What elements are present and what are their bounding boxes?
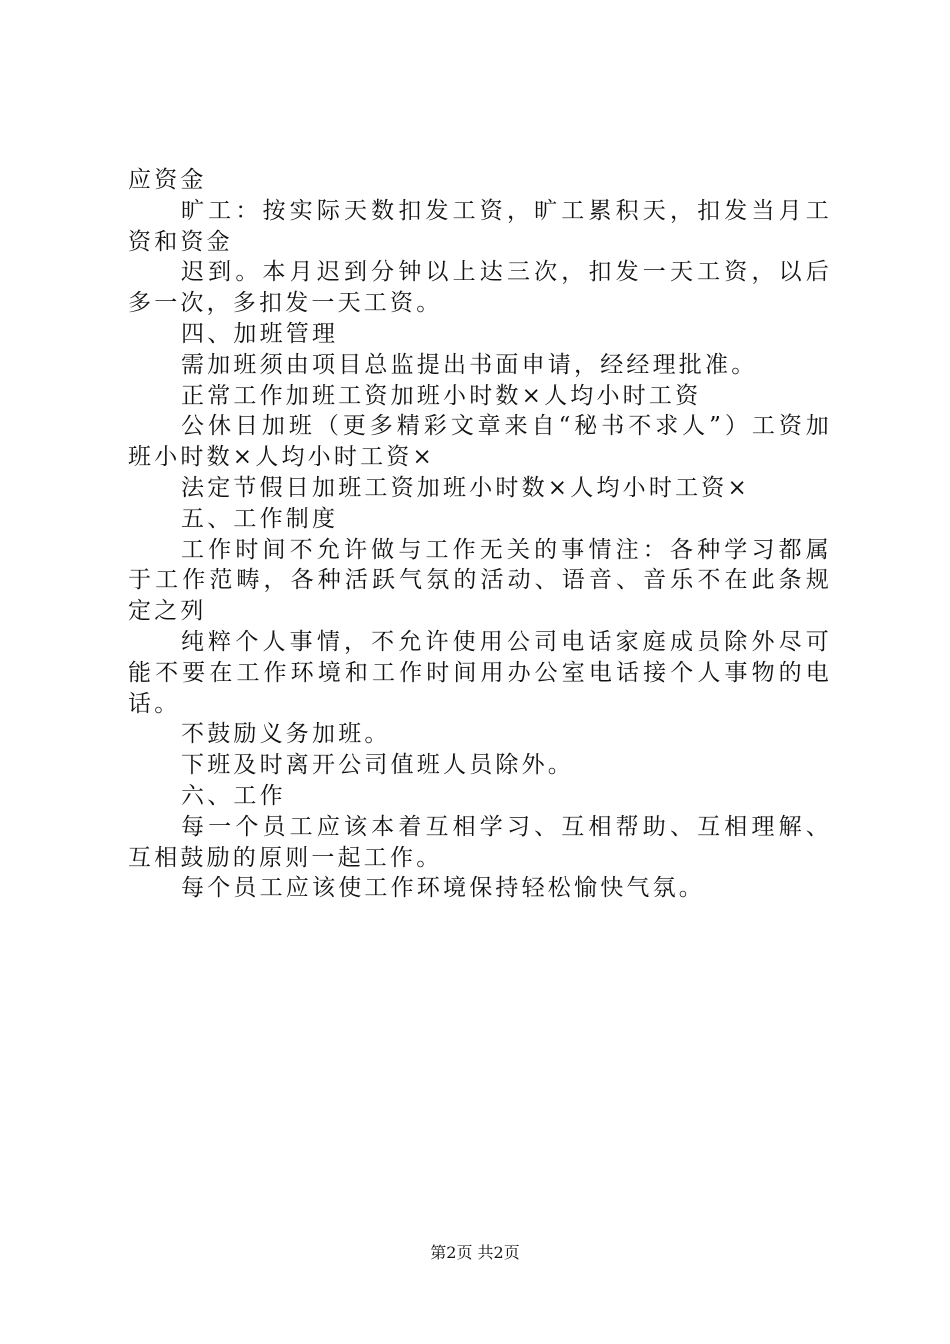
paragraph: 下班及时离开公司值班人员除外。 bbox=[181, 752, 574, 779]
paragraph: 每个员工应该使工作环境保持轻松愉快气氛。 bbox=[181, 875, 705, 902]
section-heading: 六、工作 bbox=[181, 782, 286, 809]
paragraph: 正常工作加班工资加班小时数×人均小时工资 bbox=[181, 382, 702, 409]
section-heading: 四、加班管理 bbox=[181, 320, 339, 347]
paragraph: 法定节假日加班工资加班小时数×人均小时工资× bbox=[181, 474, 750, 501]
paragraph: 公休日加班（更多精彩文章来自“秘书不求人”）工资加班小时数×人均小时工资× bbox=[128, 413, 832, 471]
document-body bbox=[128, 165, 832, 904]
paragraph: 每一个员工应该本着互相学习、互相帮助、互相理解、互相鼓励的原则一起工作。 bbox=[128, 813, 832, 871]
paragraph: 需加班须由项目总监提出书面申请，经经理批准。 bbox=[181, 351, 758, 378]
paragraph: 迟到。本月迟到分钟以上达三次，扣发一天工资，以后多一次，多扣发一天工资。 bbox=[128, 259, 832, 317]
paragraph: 工作时间不允许做与工作无关的事情注：各种学习都属于工作范畴，各种活跃气氛的活动、语音、音乐不在此条规定之列 bbox=[128, 536, 832, 625]
paragraph: 旷工：按实际天数扣发工资，旷工累积天，扣发当月工资和资金 bbox=[128, 197, 832, 255]
paragraph: 应资金 bbox=[128, 167, 207, 193]
page-number: 第2页 共2页 bbox=[430, 1243, 520, 1262]
page-footer bbox=[0, 1243, 950, 1263]
section-heading: 五、工作制度 bbox=[181, 505, 339, 532]
paragraph: 纯粹个人事情，不允许使用公司电话家庭成员除外尽可能不要在工作环境和工作时间用办公室电话接个人事物的电话。 bbox=[128, 628, 832, 717]
paragraph: 不鼓励义务加班。 bbox=[181, 721, 391, 748]
